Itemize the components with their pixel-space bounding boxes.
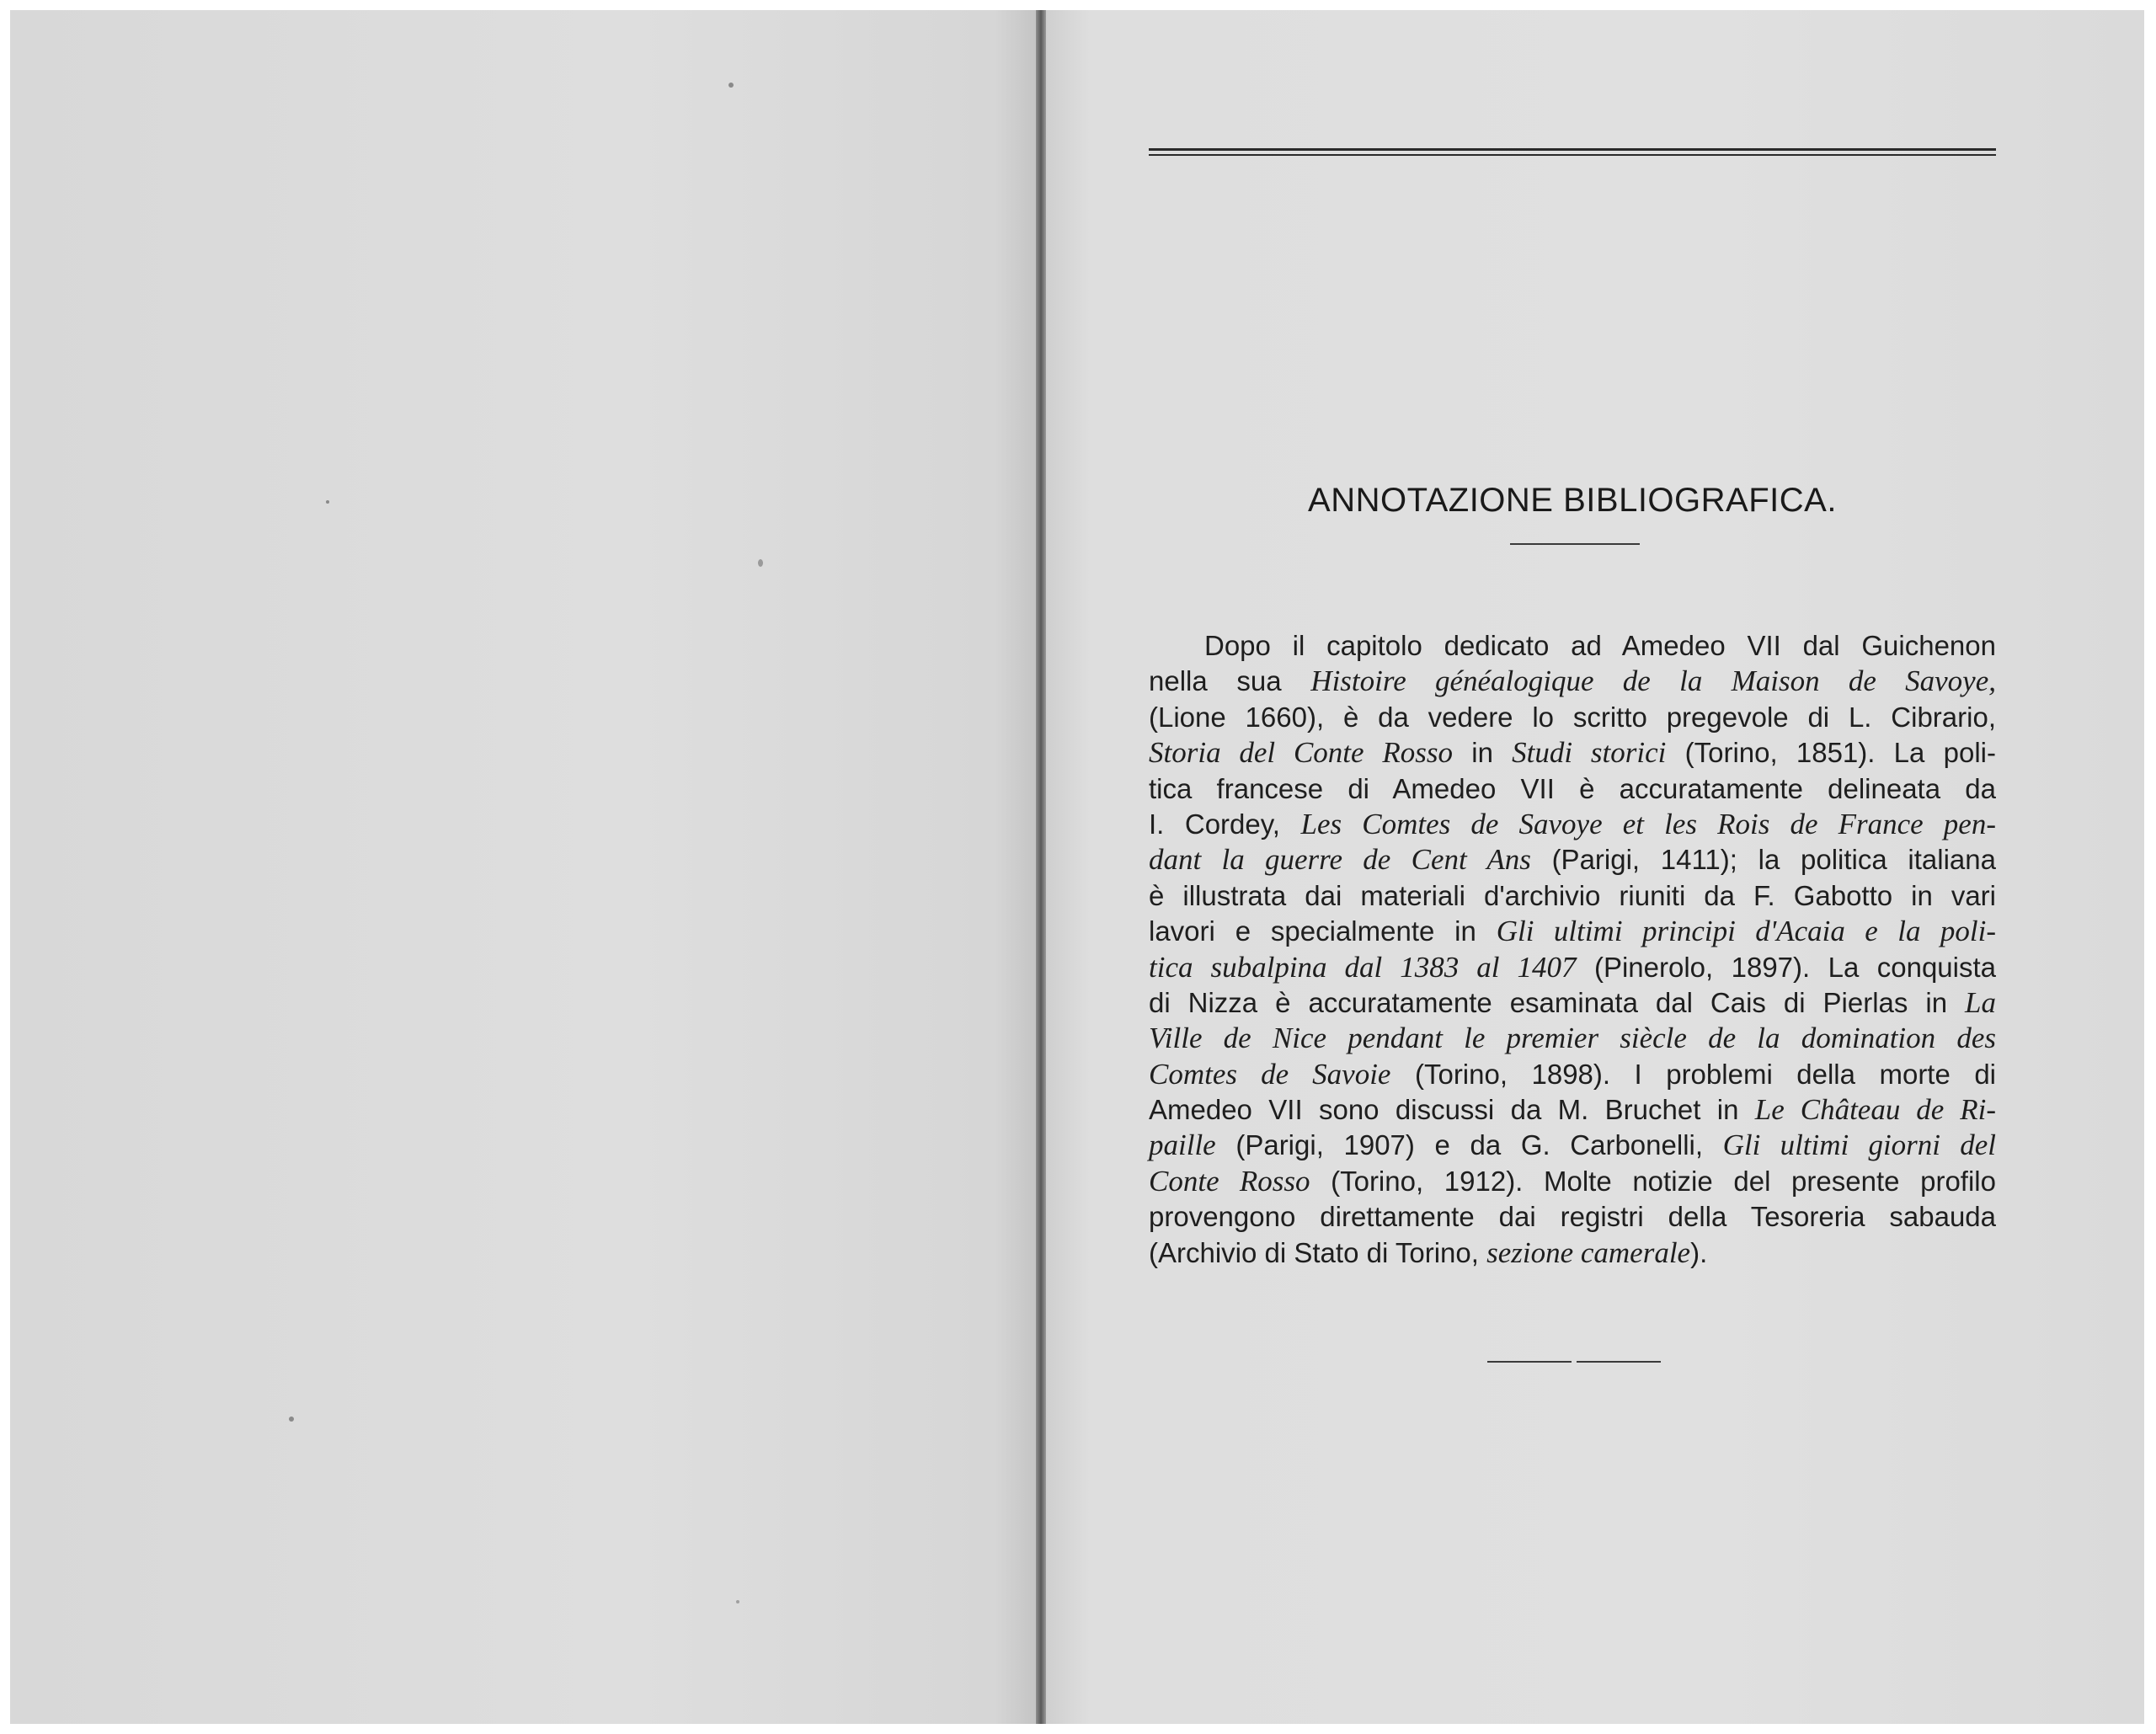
text-run: (Torino, 1898). I problemi della morte di xyxy=(1390,1058,1997,1090)
text-line xyxy=(1149,771,1996,807)
text-line xyxy=(1149,914,1996,949)
text-run: (Parigi, 1907) e da G. Carbonelli, xyxy=(1215,1129,1723,1161)
text-run: (Pinerolo, 1897). La conquista xyxy=(1576,951,1996,983)
text-line xyxy=(1149,664,1996,699)
paper-speck xyxy=(326,500,329,504)
italic-title: Histoire généalogique de la Maison de Savoye, xyxy=(1310,664,1997,698)
book-gutter xyxy=(1036,10,1046,1724)
text-run: Dopo il capitolo dedicato ad Amedeo VII dal Guichenon xyxy=(1204,630,1996,661)
text-line xyxy=(1149,1164,1996,1199)
text-line xyxy=(1149,1092,1996,1128)
text-line xyxy=(1149,842,1996,878)
text-line xyxy=(1149,1128,1996,1163)
text-line xyxy=(1149,950,1996,985)
italic-title: dant la guerre de Cent Ans xyxy=(1149,843,1531,877)
text-run: tica francese di Amedeo VII è accuratamente delineata da xyxy=(1149,772,1996,804)
italic-title: Studi storici xyxy=(1512,736,1667,770)
paper-speck xyxy=(758,559,763,567)
text-run: (Parigi, 1411); la politica italiana xyxy=(1530,844,1996,876)
italic-title: Storia del Conte Rosso xyxy=(1149,736,1453,770)
text-line xyxy=(1149,628,1996,664)
italic-title: La xyxy=(1965,985,1996,1019)
text-run: Amedeo VII sono discussi da M. Bruchet in xyxy=(1149,1094,1755,1126)
text-line xyxy=(1149,1235,1996,1271)
text-line xyxy=(1149,878,1996,914)
text-line xyxy=(1149,1057,1996,1092)
italic-title: Gli ultimi giorni del xyxy=(1722,1128,1996,1162)
italic-title: Ville de Nice pendant le premier siècle de la domination des xyxy=(1149,1022,1996,1055)
text-run: provengono direttamente dai registri della Tesoreria sabauda xyxy=(1149,1201,1996,1233)
italic-title: Le Château de Ri- xyxy=(1754,1093,1996,1127)
text-run: (Torino, 1851). La poli- xyxy=(1666,737,1996,769)
page-title: ANNOTAZIONE BIBLIOGRAFICA. xyxy=(1308,482,1837,519)
text-run: (Lione 1660), è da vedere lo scritto pregevole di L. Cibrario, xyxy=(1149,701,1996,733)
text-run: nella sua xyxy=(1149,665,1311,697)
italic-title: Gli ultimi principi d'Acaia e la poli- xyxy=(1496,915,1996,948)
italic-title: paille xyxy=(1149,1128,1216,1162)
text-run: di Nizza è accuratamente esaminata dal Cais di Pierlas in xyxy=(1149,986,1966,1018)
text-run: è illustrata dai materiali d'archivio riuniti da F. Gabotto in vari xyxy=(1149,879,1996,911)
italic-title: Les Comtes de Savoye et les Rois de France pen- xyxy=(1300,807,1996,840)
italic-title: sezione camerale xyxy=(1486,1235,1691,1269)
paper-speck xyxy=(289,1417,294,1422)
title-underline xyxy=(1510,543,1640,545)
italic-title: Conte Rosso xyxy=(1149,1164,1310,1198)
bibliographic-paragraph xyxy=(1149,628,1996,1271)
top-double-rule xyxy=(1149,148,1996,157)
italic-title: tica subalpina dal 1383 al 1407 xyxy=(1149,950,1577,984)
text-line xyxy=(1149,985,1996,1021)
left-page-blank xyxy=(10,10,1036,1724)
text-run: (Archivio di Stato di Torino, xyxy=(1149,1236,1487,1268)
text-run: in xyxy=(1453,737,1513,769)
paper-speck xyxy=(736,1600,739,1603)
text-line xyxy=(1149,700,1996,735)
text-line xyxy=(1149,1021,1996,1056)
paper-speck xyxy=(728,83,734,88)
end-ornament-rule xyxy=(1487,1361,1661,1363)
text-line xyxy=(1149,807,1996,842)
italic-title: Comtes de Savoie xyxy=(1149,1057,1391,1091)
text-line xyxy=(1149,735,1996,771)
text-line xyxy=(1149,1199,1996,1235)
text-run: I. Cordey, xyxy=(1149,808,1301,840)
text-run: (Torino, 1912). Molte notizie del presente profilo xyxy=(1310,1165,1996,1197)
text-run: lavori e specialmente in xyxy=(1149,915,1497,947)
text-run: ). xyxy=(1690,1236,1708,1268)
